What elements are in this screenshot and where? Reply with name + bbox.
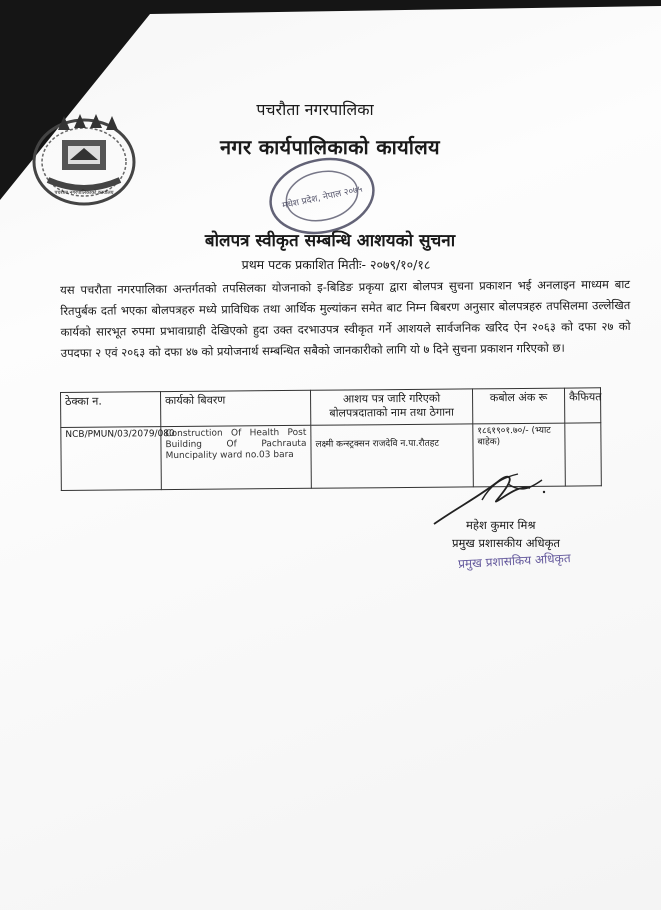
header-work-desc: कार्यको बिवरण (161, 390, 311, 426)
table-header-row (61, 388, 601, 428)
signatory-stamp: प्रमुख प्रशासकिय अधिकृत (457, 551, 571, 571)
signatory-title: प्रमुख प्रशासकीय अधिकृत (452, 536, 560, 550)
cell-amount: १८६१९०१.७०/- (भ्याट बाहेक) (473, 423, 566, 487)
stamp-text: मधेश प्रदेश, नेपाल २०७५ (281, 184, 364, 212)
header-amount: कबोल अंक रू (472, 388, 564, 424)
header-remarks: कैफियत (564, 388, 600, 423)
org-name: पचरौता नगरपालिका (256, 100, 374, 119)
cell-remarks (565, 423, 602, 486)
cell-bidder: लक्ष्मी कन्स्ट्रक्सन राजदेवि न.पा.रौतहट (311, 424, 474, 488)
office-title: नगर कार्यपालिकाको कार्यालय (220, 135, 440, 159)
header-bidder: आशय पत्र जारि गरिएको बोलपत्रदाताको नाम तथा ठेगाना (310, 389, 472, 425)
notice-title: बोलपत्र स्वीकृत सम्बन्धि आशयको सुचना (204, 231, 456, 251)
signatory-name: महेश कुमार मिश्र (466, 518, 536, 532)
notice-body: यस पचरौता नगरपालिका अन्तर्गतको तपसिलका योजनाको इ-बिडिङ प्रकृया द्वारा बोलपत्र सुचना प्रकाशन भई अनलाइन माध्यम बाट रितपुर्बक दर्ता भएका बोलपत्रहरु मध्ये प्राविधिक तथा आर्थिक मुल्यांकन समेत बाट निम्न बिबरण अनुसार बोलपत्रहरु तपसिलमा उल्लेखित कार्यको सारभूत रुपमा प्रभावाग्राही देखिएको हुदा उक्त दरभाउपत्र स्वीकृत गर्ने आशयले सार्वजनिक खरिद ऐन २०६३ को दफा २७ को उपदफा २ एवं २०६३ को दफा ४७ को प्रयोजनार्थ सम्बन्धित सबैको जानकारीको लागि यो ७ दिने सुचना प्रकाशन गरिएको छ। (60, 277, 631, 360)
municipality-logo (28, 112, 140, 208)
office-stamp (262, 156, 382, 238)
cell-work-desc: Construction Of Health Post Building Of Pachrauta Muncipality ward no.03 bara (161, 425, 312, 489)
cell-contract-no: NCB/PMUN/03/2079/080 (61, 427, 162, 491)
publication-date: प्रथम पटक प्रकाशित मितीः- २०७९/१०/१८ (241, 257, 431, 272)
logo-text: पचरौता नगरपालिकाको कार्यालय (54, 190, 114, 196)
header-contract-no: ठेक्का न. (61, 392, 161, 428)
